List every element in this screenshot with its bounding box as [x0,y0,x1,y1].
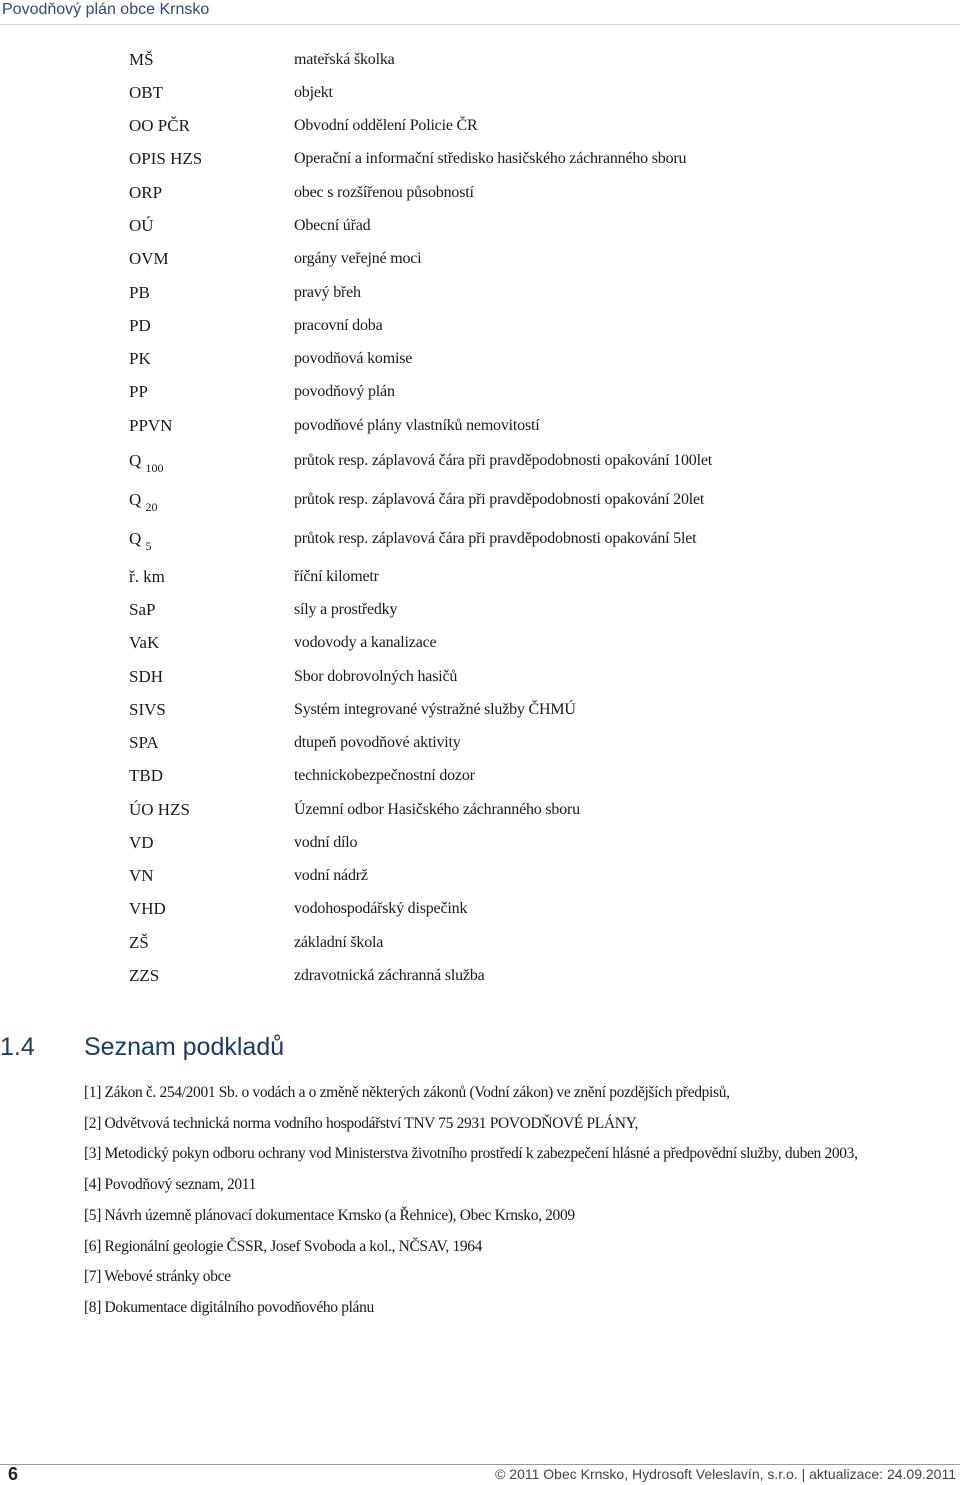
abbreviation-text: ZZS [129,966,160,985]
section-heading [0,1031,284,1063]
abbreviation-row [0,315,960,345]
section-number: 1.4 [0,1033,35,1061]
abbreviation-text: PB [129,283,150,302]
abbreviation-text: PK [129,349,151,368]
abbreviation [129,182,162,204]
abbreviation [129,799,190,821]
abbreviation [129,765,163,787]
abbreviation [129,489,158,514]
abbreviation [129,348,151,370]
abbreviation [129,49,154,71]
abbreviation-row [0,932,960,962]
abbreviation-row [0,765,960,795]
abbreviation [129,415,172,437]
abbreviation-text: VaK [129,633,160,652]
abbreviation-row [0,215,960,245]
abbreviation-row [0,632,960,662]
abbreviation-text: TBD [129,766,163,785]
abbreviation-row [0,282,960,312]
abbreviation-text: VN [129,866,154,885]
abbreviation-row [0,732,960,762]
abbreviation-subscript: 100 [145,461,164,475]
abbreviation [129,215,154,237]
abbreviation [129,248,169,270]
abbreviation [129,528,152,553]
abbreviation-meaning: průtok resp. záplavová čára při pravděpodobnosti opakování 100let [294,452,712,469]
abbreviation-row [0,599,960,629]
reference-item: [1] Zákon č. 254/2001 Sb. o vodách a o změně některých zákonů (Vodní zákon) ve znění pozdějších předpisů, [84,1084,730,1101]
abbreviation-meaning: zdravotnická záchranná služba [294,967,485,984]
abbreviation-text: PD [129,316,151,335]
page-header [0,0,960,25]
abbreviation-meaning: Sbor dobrovolných hasičů [294,668,458,685]
abbreviation [129,282,150,304]
abbreviation-subscript: 20 [145,500,158,514]
abbreviation-row [0,148,960,178]
abbreviation-meaning: pracovní doba [294,317,383,334]
abbreviation-meaning: technickobezpečnostní dozor [294,767,475,784]
abbreviation [129,732,159,754]
reference-item: [3] Metodický pokyn odboru ochrany vod Ministerstva životního prostředí k zabezpečení hlásné a předpovědní služby, duben 2003, [84,1145,858,1162]
document-title: Povodňový plán obce Krnsko [2,1,210,18]
abbreviation-row [0,965,960,995]
abbreviation-row [0,415,960,445]
reference-item: [8] Dokumentace digitálního povodňového plánu [84,1299,374,1316]
abbreviation-meaning: vodohospodářský dispečink [294,900,468,917]
abbreviation [129,599,155,621]
page-number: 6 [8,1464,19,1484]
abbreviation [129,865,154,887]
abbreviation-meaning: vodní dílo [294,834,358,851]
abbreviation-text: Q [129,451,142,470]
abbreviation [129,666,163,688]
abbreviation-meaning: dtupeň povodňové aktivity [294,734,461,751]
abbreviation [129,450,164,475]
abbreviation-row [0,82,960,112]
abbreviation-text: SDH [129,667,164,686]
abbreviation-row [0,450,960,480]
abbreviation-row [0,49,960,79]
abbreviation-meaning: obec s rozšířenou působností [294,184,474,201]
abbreviation-text: OO PČR [129,116,190,135]
abbreviation-meaning: mateřská školka [294,51,395,68]
abbreviation-row [0,799,960,829]
abbreviation-meaning: průtok resp. záplavová čára při pravděpodobnosti opakování 20let [294,491,705,508]
abbreviation-row [0,566,960,596]
abbreviation-text: OÚ [129,216,154,235]
abbreviation-meaning: Územní odbor Hasičského záchranného sboru [294,801,580,818]
abbreviation-text: ř. km [129,567,165,586]
abbreviation [129,82,163,104]
abbreviation [129,115,190,137]
abbreviation-row [0,898,960,928]
abbreviation-row [0,489,960,519]
abbreviation-meaning: průtok resp. záplavová čára při pravděpodobnosti opakování 5let [294,530,697,547]
reference-item: [4] Povodňový seznam, 2011 [84,1176,256,1193]
abbreviation-meaning: povodňové plány vlastníků nemovitostí [294,417,540,434]
abbreviation-text: SIVS [129,700,166,719]
abbreviation-text: Q [129,529,142,548]
abbreviation-text: Q [129,490,142,509]
abbreviation-meaning: povodňový plán [294,383,395,400]
abbreviation-text: VHD [129,899,166,918]
abbreviation-text: VD [129,833,154,852]
abbreviation-meaning: říční kilometr [294,568,379,585]
abbreviation-text: PPVN [129,416,173,435]
reference-item: [2] Odvětvová technická norma vodního hospodářství TNV 75 2931 POVODŇOVÉ PLÁNY, [84,1115,638,1132]
abbreviation-text: OPIS HZS [129,149,203,168]
abbreviation-text: SPA [129,733,159,752]
abbreviation-row [0,182,960,212]
abbreviation [129,315,151,337]
abbreviation-text: ÚO HZS [129,800,190,819]
abbreviation [129,832,154,854]
abbreviation-meaning: síly a prostředky [294,601,398,618]
abbreviation-text: OVM [129,249,169,268]
abbreviation-text: OBT [129,83,163,102]
abbreviation-text: PP [129,382,148,401]
abbreviation-text: ZŠ [129,933,149,952]
reference-item: [6] Regionální geologie ČSSR, Josef Svoboda a kol., NČSAV, 1964 [84,1238,483,1255]
footer-divider [0,1464,960,1465]
abbreviation [129,381,148,403]
abbreviation-row [0,115,960,145]
reference-item: [7] Webové stránky obce [84,1268,231,1285]
footer-text: © 2011 Obec Krnsko, Hydrosoft Veleslavín, s.r.o. | aktualizace: 24.09.2011 [495,1466,956,1482]
section-title: Seznam podkladů [84,1033,285,1061]
abbreviation [129,898,166,920]
abbreviation-meaning: Obvodní oddělení Policie ČR [294,117,478,134]
abbreviation-meaning: pravý břeh [294,284,361,301]
abbreviation-meaning: vodovody a kanalizace [294,634,437,651]
abbreviation-meaning: orgány veřejné moci [294,250,422,267]
abbreviation-meaning: objekt [294,84,333,101]
abbreviation [129,632,159,654]
abbreviation [129,965,159,987]
abbreviation-row [0,666,960,696]
abbreviation-meaning: Obecní úřad [294,217,371,234]
abbreviation-meaning: Systém integrované výstražné služby ČHMÚ [294,701,576,718]
abbreviation-subscript: 5 [145,539,152,553]
abbreviation [129,699,166,721]
abbreviation-row [0,381,960,411]
abbreviation-meaning: základní škola [294,934,384,951]
abbreviation-text: ORP [129,183,163,202]
abbreviation [129,566,165,588]
abbreviation-row [0,348,960,378]
reference-item: [5] Návrh územně plánovací dokumentace Krnsko (a Řehnice), Obec Krnsko, 2009 [84,1207,575,1224]
abbreviation-row [0,865,960,895]
abbreviation-meaning: povodňová komise [294,350,413,367]
abbreviation-row [0,528,960,558]
abbreviation-row [0,832,960,862]
abbreviation [129,932,149,954]
abbreviation-row [0,248,960,278]
abbreviation-text: SaP [129,600,156,619]
abbreviation-meaning: Operační a informační středisko hasičského záchranného sboru [294,150,687,167]
abbreviation [129,148,202,170]
abbreviation-meaning: vodní nádrž [294,867,368,884]
abbreviation-text: MŠ [129,50,154,69]
abbreviation-row [0,699,960,729]
